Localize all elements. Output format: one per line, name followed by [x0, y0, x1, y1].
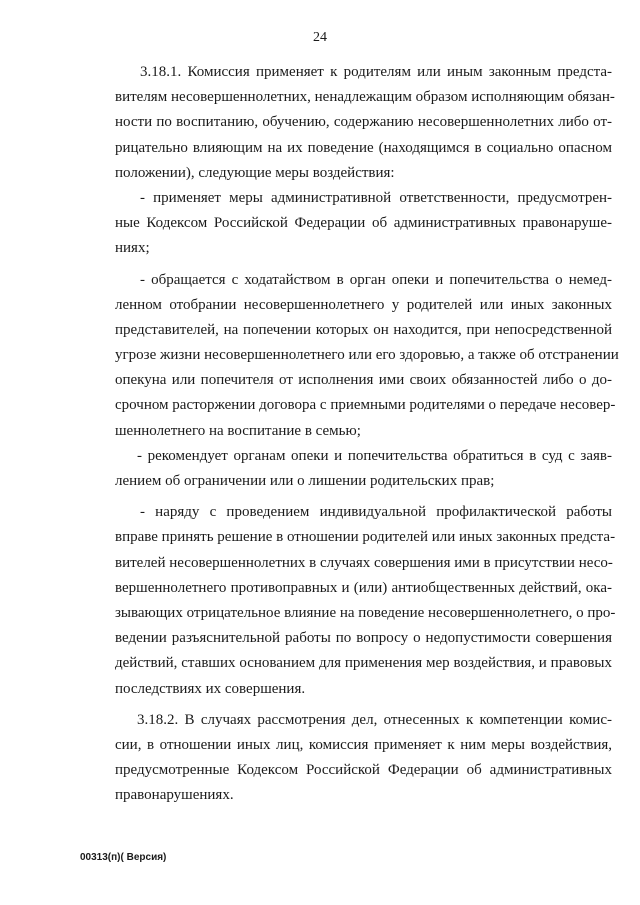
- text-line: последствиях их совершения.: [115, 680, 306, 697]
- measure-item-explanatory-work: [115, 500, 616, 702]
- text-line: представителей, на попечении которых он находится, при непосредственной: [115, 321, 612, 338]
- text-line: ности по воспитанию, обучению, содержанию несовершеннолетних либо от-: [115, 114, 612, 131]
- text-line: ные Кодексом Российской Федерации об административных правонаруше-: [115, 215, 612, 232]
- text-line: зывающих отрицательное влияние на поведение несовершеннолетнего, о про-: [115, 604, 616, 621]
- text-line: лением об ограничении или о лишении родительских прав;: [115, 473, 495, 489]
- paragraph-3-18-2: [115, 708, 612, 809]
- page-number: 24: [313, 30, 327, 45]
- measure-item-recommend-court: [115, 444, 612, 494]
- text-line: - наряду с проведением индивидуальной профилактической работы: [140, 504, 612, 521]
- text-line: - обращается с ходатайством в орган опеки и попечительства о немед-: [140, 271, 612, 288]
- text-line: угрозе жизни несовершеннолетнего или его здоровью, а также об отстранении: [115, 347, 619, 364]
- text-line: рицательно влияющим на их поведение (находящимся в социально опасном: [115, 139, 612, 156]
- text-line: ниях;: [115, 240, 150, 257]
- paragraph-3-18-1: [115, 60, 615, 186]
- text-line: вершеннолетнего противоправных и (или) антиобщественных действий, ока-: [115, 579, 612, 596]
- text-line: правонарушениях.: [115, 787, 234, 804]
- text-line: шеннолетнего на воспитание в семью;: [115, 422, 361, 439]
- text-line: ленном отобрании несовершеннолетнего у родителей или иных законных: [115, 296, 612, 313]
- text-line: вителей несовершеннолетних в случаях совершения ими в присутствии несо-: [115, 554, 613, 571]
- text-line: положении), следующие меры воздействия:: [115, 164, 395, 181]
- text-line: предусмотренные Кодексом Российской Федерации об административных: [115, 762, 612, 779]
- text-line: - рекомендует органам опеки и попечительства обратиться в суд с заяв-: [137, 447, 612, 464]
- text-line: 3.18.1. Комиссия применяет к родителям или иным законным предста-: [140, 64, 612, 80]
- document-body: [115, 60, 619, 808]
- measure-item-administrative-responsibility: [115, 186, 612, 262]
- text-line: срочном расторжении договора с приемными родителями о передаче несовер-: [115, 397, 616, 414]
- text-line: 3.18.2. В случаях рассмотрения дел, отнесенных к компетенции комис-: [137, 711, 612, 728]
- text-line: ведении разъяснительной работы по вопросу о недопустимости совершения: [115, 630, 612, 647]
- text-line: - применяет меры административной ответственности, предусмотрен-: [140, 189, 612, 206]
- text-line: вителям несовершеннолетних, ненадлежащим образом исполняющим обязан-: [115, 89, 615, 106]
- text-line: опекуна или попечителя от исполнения ими своих обязанностей либо о до-: [115, 372, 612, 389]
- text-line: сии, в отношении иных лиц, комиссия применяет к ним меры воздействия,: [115, 736, 612, 753]
- text-line: действий, ставших основанием для применения мер воздействия, и правовых: [115, 655, 612, 672]
- footer-document-code: 00313(п)( Версия): [80, 852, 167, 863]
- measure-item-petition-to-guardianship: [115, 268, 619, 444]
- text-line: вправе принять решение в отношении родителей или иных законных предста-: [115, 529, 616, 546]
